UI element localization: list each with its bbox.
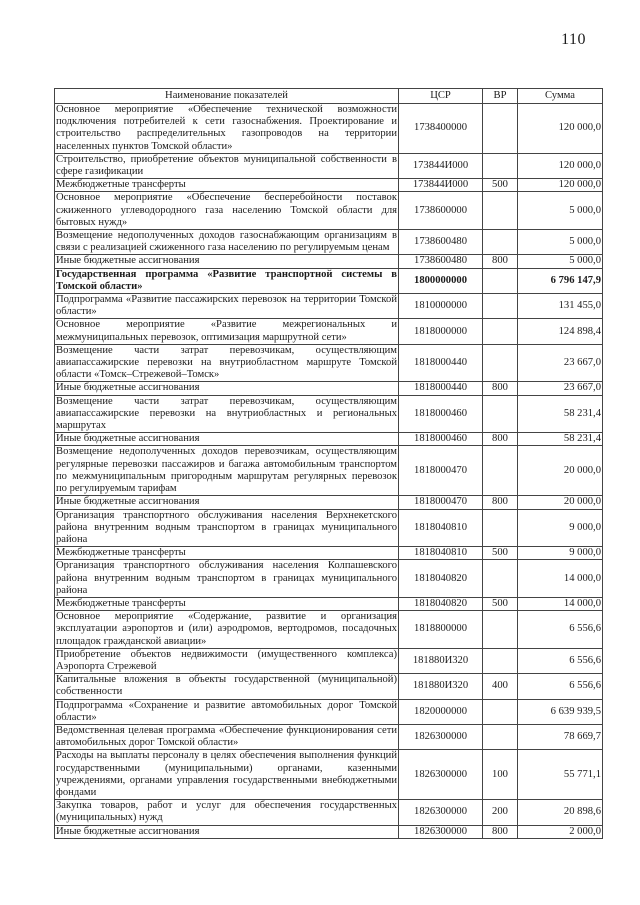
- table-row: [55, 825, 603, 838]
- table-cell-vr: 500: [483, 179, 518, 192]
- table-cell-csr: 1826300000: [399, 800, 483, 825]
- table-row: [55, 179, 603, 192]
- table-cell-indicator-name: Подпрограмма «Сохранение и развитие автомобильных дорог Томской области»: [56, 699, 397, 723]
- table-cell-csr: 1818000440: [399, 344, 483, 382]
- header-row: [55, 89, 603, 104]
- table-cell-sum: 120 000,0: [518, 153, 603, 178]
- page-number: 110: [561, 31, 586, 48]
- table-row: [55, 255, 603, 268]
- table-cell-vr: [483, 230, 518, 255]
- table-cell-csr: 1818000470: [399, 446, 483, 496]
- table-cell-csr: 1818000470: [399, 496, 483, 509]
- table-row: [55, 750, 603, 800]
- table-row: [55, 597, 603, 610]
- table-cell-indicator-name: Подпрограмма «Развитие пассажирских перевозок на территории Томской области»: [56, 294, 397, 318]
- table-cell-indicator-name: Иные бюджетные ассигнования: [55, 496, 399, 509]
- table-cell-indicator-name: Строительство, приобретение объектов муниципальной собственности в сфере газификации: [56, 153, 397, 178]
- table-cell-sum: 20 000,0: [518, 496, 603, 509]
- table-row: [55, 433, 603, 446]
- table-cell-indicator-name: Возмещение недополученных доходов перевозчикам, осуществляющим регулярные перевозки пассажиров и багажа автомобильным транспортом по межмуниципальным пригородным маршрутам регулярных перевозок по регулируемым тарифам: [56, 446, 397, 495]
- table-cell-sum: 23 667,0: [518, 382, 603, 395]
- table-cell-vr: [483, 446, 518, 496]
- table-cell-sum: 14 000,0: [518, 597, 603, 610]
- table-cell-csr: 1818000440: [399, 382, 483, 395]
- table-cell-indicator-name: Возмещение части затрат перевозчикам, осуществляющим авиапассажирские перевозки на внутриобластных и региональных маршрутах: [56, 395, 397, 432]
- table-cell-sum: 23 667,0: [518, 344, 603, 382]
- table-cell-indicator-name: Ведомственная целевая программа «Обеспечение функционирования сети автомобильных дорог Томской области»: [56, 724, 397, 749]
- table-cell-csr: 1818040820: [399, 560, 483, 598]
- table-cell-vr: 800: [483, 825, 518, 838]
- table-cell-vr: [483, 344, 518, 382]
- table-cell-csr: 1818000000: [399, 319, 483, 344]
- table-cell-sum: 20 898,6: [518, 800, 603, 825]
- table-row: [55, 268, 603, 293]
- table-header: [55, 89, 603, 104]
- table-cell-sum: 58 231,4: [518, 395, 603, 433]
- table-cell-csr: 1826300000: [399, 825, 483, 838]
- table-cell-sum: 120 000,0: [518, 179, 603, 192]
- table-row: [55, 496, 603, 509]
- table-cell-vr: 500: [483, 597, 518, 610]
- table-cell-csr: 181880И320: [399, 648, 483, 673]
- table-row: [55, 800, 603, 825]
- table-cell-indicator-name: Основное мероприятие «Обеспечение технической возможности подключения потребителей к сети газоснабжения. Проектирование и строительство распределительных газопроводов на территории населенных пунктов Томской области»: [56, 104, 397, 152]
- col-header-vr: ВР: [483, 89, 518, 104]
- table-body: [55, 104, 603, 839]
- table-row: [55, 153, 603, 178]
- table-cell-sum: 6 556,6: [518, 611, 603, 649]
- table-cell-vr: 200: [483, 800, 518, 825]
- table-row: [55, 560, 603, 598]
- table-cell-csr: 1826300000: [399, 750, 483, 800]
- table-cell-vr: 800: [483, 255, 518, 268]
- table-cell-indicator-name: Иные бюджетные ассигнования: [55, 255, 399, 268]
- table-cell-indicator-name: Капитальные вложения в объекты государственной (муниципальной) собственности: [56, 674, 397, 698]
- table-cell-vr: 400: [483, 674, 518, 699]
- table-cell-csr: 1738600480: [399, 230, 483, 255]
- table-cell-vr: [483, 319, 518, 344]
- table-cell-indicator-name: Возмещение недополученных доходов газоснабжающим организациям в связи с реализацией сжиженного газа населению по регулируемым ценам: [56, 230, 397, 254]
- table-cell-csr: 1738600480: [399, 255, 483, 268]
- table-cell-indicator-name: Организация транспортного обслуживания населения Верхнекетского района внутренним водным транспортом в границах муниципального района: [56, 509, 397, 545]
- table-cell-vr: [483, 560, 518, 598]
- table-cell-vr: [483, 153, 518, 178]
- table-cell-indicator-name: Государственная программа «Развитие транспортной системы в Томской области»: [56, 268, 397, 292]
- table-cell-vr: 800: [483, 496, 518, 509]
- table-row: [55, 319, 603, 344]
- table-cell-vr: [483, 509, 518, 547]
- table-cell-vr: 500: [483, 547, 518, 560]
- table-cell-vr: [483, 724, 518, 749]
- table-cell-sum: 6 796 147,9: [518, 268, 603, 293]
- table-row: [55, 509, 603, 547]
- table-cell-indicator-name: Иные бюджетные ассигнования: [55, 433, 399, 446]
- table-cell-sum: 5 000,0: [518, 255, 603, 268]
- table-cell-sum: 55 771,1: [518, 750, 603, 800]
- col-header-sum: Сумма: [518, 89, 603, 104]
- table-cell-csr: 1818040820: [399, 597, 483, 610]
- table-cell-csr: 1738400000: [399, 104, 483, 154]
- table-row: [55, 724, 603, 749]
- table-row: [55, 104, 603, 154]
- table-cell-sum: 120 000,0: [518, 104, 603, 154]
- table-row: [55, 294, 603, 319]
- table-cell-sum: 2 000,0: [518, 825, 603, 838]
- table-cell-sum: 131 455,0: [518, 294, 603, 319]
- col-header-indicator-name: Наименование показателей: [55, 89, 399, 104]
- table-cell-sum: 6 556,6: [518, 674, 603, 699]
- table-cell-indicator-name: Иные бюджетные ассигнования: [55, 382, 399, 395]
- table-cell-csr: 1810000000: [399, 294, 483, 319]
- table-row: [55, 382, 603, 395]
- table-cell-sum: 124 898,4: [518, 319, 603, 344]
- table-cell-csr: 1820000000: [399, 699, 483, 724]
- table-row: [55, 699, 603, 724]
- table-row: [55, 611, 603, 649]
- table-cell-sum: 9 000,0: [518, 509, 603, 547]
- table-cell-sum: 5 000,0: [518, 230, 603, 255]
- table-cell-indicator-name: Приобретение объектов недвижимости (имущественного комплекса) Аэропорта Стрежевой: [56, 648, 397, 672]
- table-cell-indicator-name: Основное мероприятие «Развитие межрегиональных и межмуниципальных перевозок, оптимизация маршрутной сети»: [56, 319, 397, 343]
- table-cell-vr: [483, 699, 518, 724]
- table-cell-vr: 100: [483, 750, 518, 800]
- table-cell-sum: 14 000,0: [518, 560, 603, 598]
- budget-table: [54, 88, 603, 839]
- table-cell-indicator-name: Возмещение части затрат перевозчикам, осуществляющим авиапассажирские перевозки на внутриобластном маршруте Томской области «Томск–Стрежевой–Томск»: [56, 344, 397, 381]
- table-row: [55, 395, 603, 433]
- table-cell-vr: 800: [483, 382, 518, 395]
- table-cell-indicator-name: Межбюджетные трансферты: [55, 597, 399, 610]
- table-cell-sum: 78 669,7: [518, 724, 603, 749]
- table-cell-csr: 1818040810: [399, 547, 483, 560]
- table-cell-sum: 5 000,0: [518, 192, 603, 230]
- table-cell-csr: 1818800000: [399, 611, 483, 649]
- table-cell-csr: 1818000460: [399, 395, 483, 433]
- table-cell-indicator-name: Основное мероприятие «Обеспечение бесперебойности поставок сжиженного углеводородного газа населению Томской области для бытовых нужд»: [56, 192, 397, 228]
- table-cell-vr: [483, 611, 518, 649]
- table-cell-indicator-name: Закупка товаров, работ и услуг для обеспечения государственных (муниципальных) нужд: [56, 800, 397, 824]
- col-header-csr: ЦСР: [399, 89, 483, 104]
- table-cell-csr: 1818040810: [399, 509, 483, 547]
- table-cell-csr: 1738600000: [399, 192, 483, 230]
- table-cell-vr: [483, 648, 518, 673]
- table-cell-indicator-name: Иные бюджетные ассигнования: [55, 825, 399, 838]
- table-cell-vr: [483, 395, 518, 433]
- table-cell-indicator-name: Межбюджетные трансферты: [55, 179, 399, 192]
- table-cell-sum: 20 000,0: [518, 446, 603, 496]
- table-cell-sum: 9 000,0: [518, 547, 603, 560]
- table-cell-csr: 1826300000: [399, 724, 483, 749]
- table-cell-indicator-name: Межбюджетные трансферты: [55, 547, 399, 560]
- table-row: [55, 547, 603, 560]
- table-row: [55, 344, 603, 382]
- table-cell-csr: 173844И000: [399, 153, 483, 178]
- table-row: [55, 648, 603, 673]
- table-cell-indicator-name: Организация транспортного обслуживания населения Колпашевского района внутренним водным транспортом в границах муниципального района: [56, 560, 397, 596]
- table-cell-sum: 6 639 939,5: [518, 699, 603, 724]
- table-row: [55, 230, 603, 255]
- table-cell-vr: 800: [483, 433, 518, 446]
- table-cell-csr: 1818000460: [399, 433, 483, 446]
- table-cell-vr: [483, 268, 518, 293]
- table-cell-vr: [483, 192, 518, 230]
- table-cell-sum: 6 556,6: [518, 648, 603, 673]
- table-cell-csr: 181880И320: [399, 674, 483, 699]
- table-cell-csr: 1800000000: [399, 268, 483, 293]
- table-cell-vr: [483, 294, 518, 319]
- table-cell-indicator-name: Основное мероприятие «Содержание, развитие и организация эксплуатации аэропортов и (или) аэродромов, вертодромов, посадочных площадок гражданской авиации»: [56, 611, 397, 647]
- table-cell-sum: 58 231,4: [518, 433, 603, 446]
- table-row: [55, 192, 603, 230]
- table-cell-vr: [483, 104, 518, 154]
- table-row: [55, 446, 603, 496]
- table-row: [55, 674, 603, 699]
- table-cell-csr: 173844И000: [399, 179, 483, 192]
- table-cell-indicator-name: Расходы на выплаты персоналу в целях обеспечения выполнения функций государственными (муниципальными) органами, казенными учреждениями, органами управления государственными внебюджетными фондами: [56, 750, 397, 798]
